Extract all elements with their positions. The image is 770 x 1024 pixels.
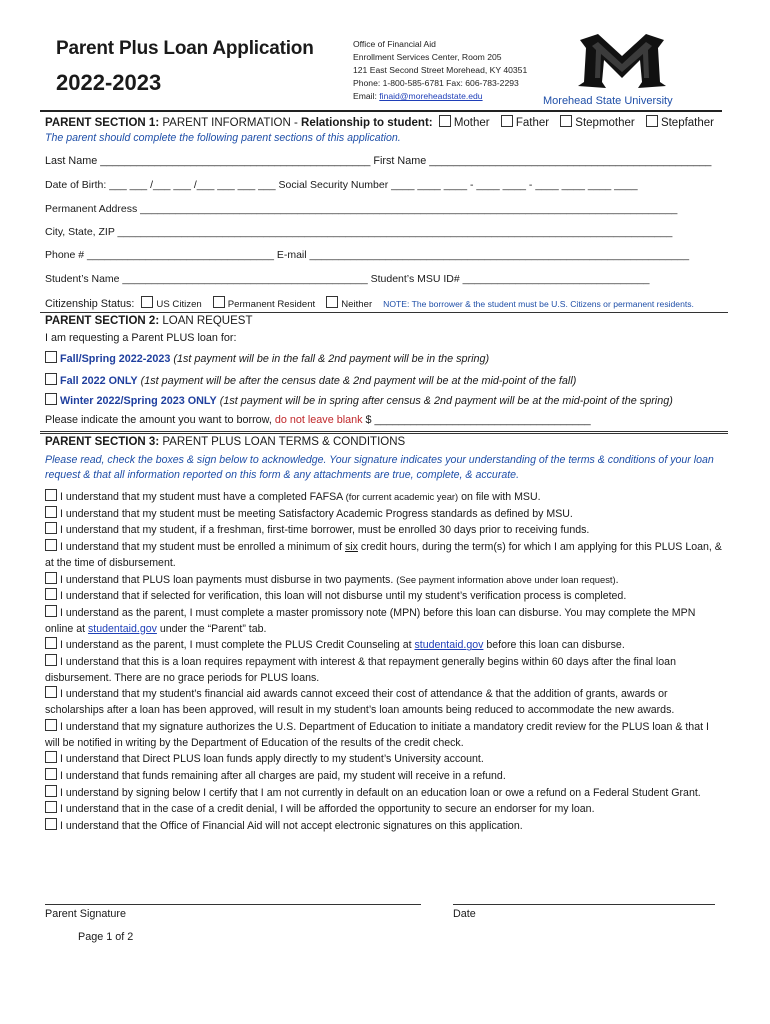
- term-checkbox[interactable]: [45, 751, 57, 763]
- relationship-father[interactable]: Father: [501, 115, 549, 129]
- loan-amount-field[interactable]: Please indicate the amount you want to borrow, do not leave blank $ ____________________________________: [45, 414, 591, 426]
- term-checkbox[interactable]: [45, 637, 57, 649]
- city-state-zip-field[interactable]: City, State, ZIP _______________________________________________________________________________________________: [45, 226, 673, 238]
- term-checkbox[interactable]: [45, 686, 57, 698]
- date-label: Date: [453, 908, 476, 920]
- relationship-stepmother[interactable]: Stepmother: [560, 115, 634, 129]
- term-checkbox[interactable]: [45, 785, 57, 797]
- address-field[interactable]: Permanent Address ____________________________________________________________________________________________: [45, 203, 678, 215]
- stepmother-checkbox[interactable]: [560, 115, 572, 127]
- term-item[interactable]: I understand that my student, if a freshman, first-time borrower, must be enrolled 30 days prior to receiving funds.: [45, 522, 725, 539]
- form-title: Parent Plus Loan Application: [56, 38, 314, 59]
- studentaid-link[interactable]: studentaid.gov: [414, 639, 484, 652]
- term-checkbox[interactable]: [45, 654, 57, 666]
- term-item[interactable]: I understand by signing below I certify that I am not currently in default on an education loan or owe a refund on a Federal Student Grant.: [45, 785, 725, 802]
- term-checkbox[interactable]: [45, 506, 57, 518]
- loan-request-intro: I am requesting a Parent PLUS loan for:: [45, 332, 237, 344]
- section3-heading: PARENT SECTION 3: PARENT PLUS LOAN TERMS & CONDITIONS: [45, 436, 406, 448]
- office-line: Phone: 1-800-585-6781 Fax: 606-783-2293: [353, 78, 519, 88]
- term-checkbox[interactable]: [45, 539, 57, 551]
- citizenship-row: Citizenship Status: US Citizen Permanent Resident Neither NOTE: The borrower & the student must be U.S. Citizens or permanent residents.: [45, 298, 694, 310]
- terms-list: [45, 489, 725, 835]
- first-name-field[interactable]: First Name _______________________________________________: [373, 155, 712, 167]
- term-checkbox[interactable]: [45, 489, 57, 501]
- amount-warning: do not leave blank: [274, 414, 363, 426]
- section3-note: Please read, check the boxes & sign below to acknowledge. Your signature indicates your understanding of the terms & conditions of your loan request & that all information reported on this form & any attachments are true, complete, & accurate.: [45, 454, 714, 481]
- father-checkbox[interactable]: [501, 115, 513, 127]
- term-item[interactable]: I understand that this is a loan requires repayment with interest & that repayment generally begins within 60 days after the final loan disbursement. There are no grace periods for PLUS loans.: [45, 656, 676, 684]
- header-divider: [40, 110, 722, 112]
- term-checkbox[interactable]: [45, 572, 57, 584]
- us-citizen-checkbox[interactable]: [141, 296, 153, 308]
- relationship-mother[interactable]: Mother: [439, 115, 490, 129]
- loan-option-winter-spring[interactable]: Winter 2022/Spring 2023 ONLY (1st payment will be in spring after census & 2nd payment will be at the mid-point of the spring): [45, 393, 673, 407]
- term-checkbox[interactable]: [45, 719, 57, 731]
- student-info-field[interactable]: Student’s Name __________________________________________ Student’s MSU ID# ________________________________: [45, 273, 650, 285]
- term-item[interactable]: I understand that my signature authorizes the U.S. Department of Education to initiate a mandatory credit review for the PLUS loan & that I will be notified in writing by the Department of Education of the results of the credit check.: [45, 720, 709, 749]
- phone-email-field[interactable]: Phone # ________________________________ E-mail _________________________________________________________________: [45, 249, 690, 261]
- fall-only-checkbox[interactable]: [45, 373, 57, 385]
- name-row: [45, 155, 711, 167]
- email-link[interactable]: finaid@moreheadstate.edu: [379, 91, 483, 101]
- section2-heading: PARENT SECTION 2: LOAN REQUEST: [45, 315, 253, 327]
- term-item[interactable]: I understand that if selected for verification, this loan will not disburse until my student’s verification process is completed.: [45, 588, 725, 605]
- parent-signature-label: Parent Signature: [45, 908, 127, 920]
- term-item[interactable]: I understand that my student must be enrolled a minimum of six credit hours, during the term(s) for which I am applying for this PLUS Loan, & at the time of disbursement.: [45, 541, 722, 569]
- office-line: 121 East Second Street Morehead, KY 40351: [353, 65, 528, 75]
- office-contact-block: [353, 38, 527, 103]
- section1-note: The parent should complete the following parent sections of this application.: [45, 132, 401, 144]
- studentaid-link[interactable]: studentaid.gov: [88, 622, 157, 635]
- university-name: Morehead State University: [543, 95, 673, 107]
- section-divider: [40, 431, 728, 434]
- loan-option-fall-spring[interactable]: Fall/Spring 2022-2023 (1st payment will be in the fall & 2nd payment will be in the spring): [45, 351, 489, 365]
- term-checkbox[interactable]: [45, 522, 57, 534]
- office-line: Office of Financial Aid: [353, 39, 436, 49]
- winter-spring-checkbox[interactable]: [45, 393, 57, 405]
- permanent-resident-checkbox[interactable]: [213, 296, 225, 308]
- citizenship-permanent[interactable]: Permanent Resident: [213, 296, 315, 310]
- fall-spring-checkbox[interactable]: [45, 351, 57, 363]
- term-item[interactable]: I understand that Direct PLUS loan funds apply directly to my student’s University account.: [45, 751, 725, 768]
- academic-year: 2022-2023: [56, 70, 162, 95]
- citizenship-neither[interactable]: Neither: [326, 296, 372, 310]
- term-item[interactable]: I understand that my student’s financial aid awards cannot exceed their cost of attendance & that the addition of grants, awards or scholarships after a loan has been approved, will result in my student’s loan amounts being reduced to accommodate the new awards.: [45, 688, 675, 717]
- term-item[interactable]: I understand that my student must have a completed FAFSA (for current academic year) on file with MSU.: [45, 489, 725, 506]
- dob-ssn-field[interactable]: Date of Birth: ___ ___ /___ ___ /___ ___ ___ ___ Social Security Number ____ ____ ____ - ____ ____ - ____ ____ ____ ____: [45, 179, 638, 191]
- term-item[interactable]: I understand that my student must be meeting Satisfactory Academic Progress standards as defined by MSU.: [45, 506, 725, 523]
- term-item[interactable]: I understand that in the case of a credit denial, I will be afforded the opportunity to secure an endorser for my loan.: [45, 801, 725, 818]
- relationship-stepfather[interactable]: Stepfather: [646, 115, 714, 129]
- section-divider: [40, 312, 728, 313]
- term-item[interactable]: I understand as the parent, I must complete the PLUS Credit Counseling at studentaid.gov before this loan can disburse.: [45, 637, 725, 654]
- term-checkbox[interactable]: [45, 768, 57, 780]
- term-checkbox[interactable]: [45, 801, 57, 813]
- stepfather-checkbox[interactable]: [646, 115, 658, 127]
- last-name-field[interactable]: Last Name _____________________________________________: [45, 155, 371, 167]
- term-item[interactable]: I understand that funds remaining after all charges are paid, my student will receive in a refund.: [45, 768, 725, 785]
- morehead-m-logo-icon: [576, 30, 668, 92]
- citizenship-us[interactable]: US Citizen: [141, 296, 201, 310]
- term-item[interactable]: I understand that the Office of Financial Aid will not accept electronic signatures on this application.: [45, 818, 725, 835]
- office-line: Enrollment Services Center, Room 205: [353, 52, 502, 62]
- mother-checkbox[interactable]: [439, 115, 451, 127]
- term-checkbox[interactable]: [45, 588, 57, 600]
- term-item[interactable]: I understand that PLUS loan payments must disburse in two payments. (See payment information above under loan request).: [45, 572, 725, 589]
- citizenship-note: NOTE: The borrower & the student must be U.S. Citizens or permanent residents.: [383, 299, 694, 309]
- term-checkbox[interactable]: [45, 605, 57, 617]
- term-checkbox[interactable]: [45, 818, 57, 830]
- term-item[interactable]: I understand as the parent, I must complete a master promissory note (MPN) before this loan can disburse. You may complete the MPN online at studentaid.gov under the “Parent” tab.: [45, 606, 696, 635]
- loan-option-fall-only[interactable]: Fall 2022 ONLY (1st payment will be after the census date & 2nd payment will be at the mid-point of the fall): [45, 373, 576, 387]
- office-email-line: Email: finaid@moreheadstate.edu: [353, 91, 483, 101]
- section1-heading: PARENT SECTION 1: PARENT INFORMATION - Relationship to student: Mother Father Stepmother Stepfather: [45, 117, 715, 129]
- neither-checkbox[interactable]: [326, 296, 338, 308]
- date-line[interactable]: [453, 904, 715, 905]
- parent-signature-line[interactable]: [45, 904, 421, 905]
- page-number: Page 1 of 2: [78, 931, 134, 943]
